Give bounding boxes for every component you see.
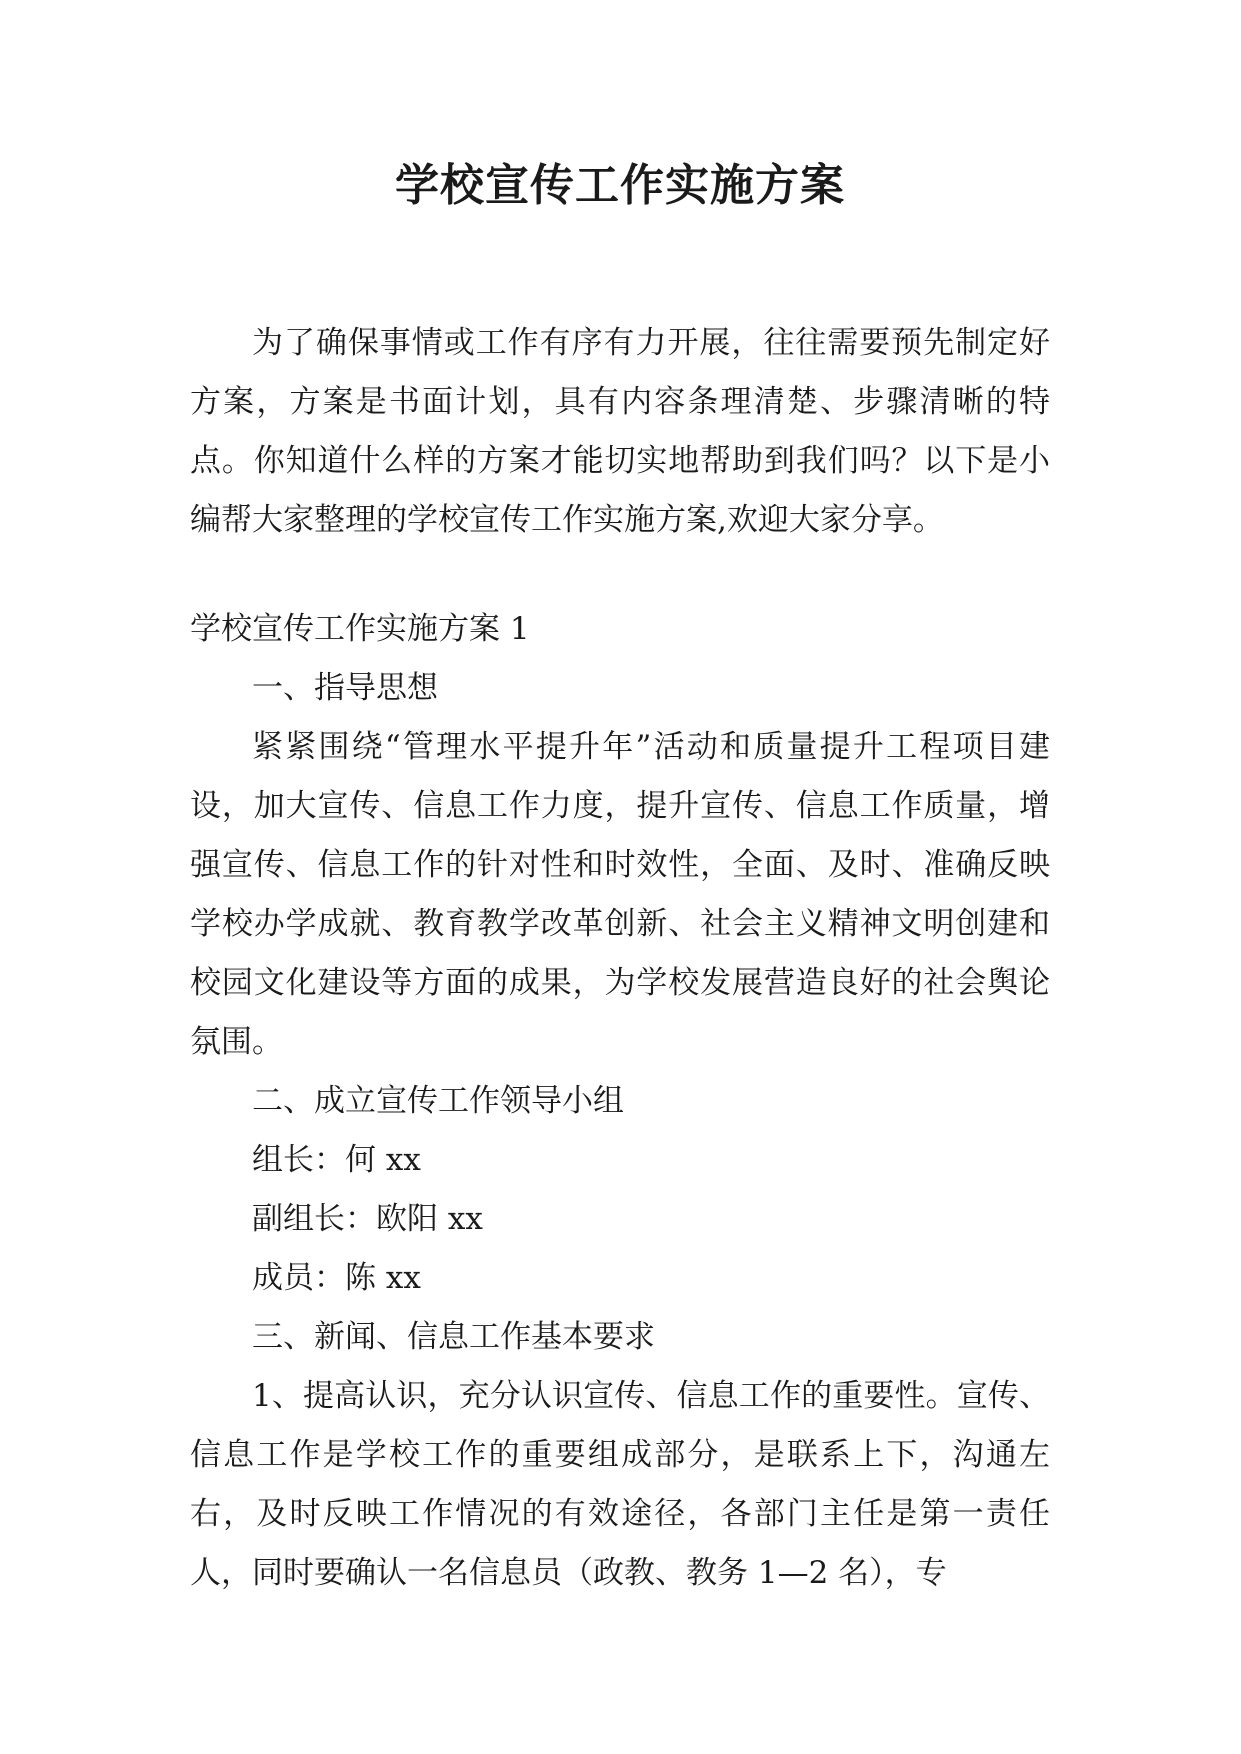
paragraph-requirement-1: 1、提高认识，充分认识宣传、信息工作的重要性。宣传、信息工作是学校工作的重要组成部分，是联系上下，沟通左右，及时反映工作情况的有效途径，各部门主任是第一责任人，同时要确认一名信息员（政教、教务 1—2 名），专	[190, 1378, 1050, 1591]
section-title: 学校宣传工作实施方案 1	[190, 611, 530, 647]
heading-leadership-group: 二、成立宣传工作领导小组	[252, 1083, 624, 1119]
paragraph-guiding-thought: 紧紧围绕“管理水平提升年”活动和质量提升工程项目建设，加大宣传、信息工作力度，提升宣传、信息工作质量，增强宣传、信息工作的针对性和时效性，全面、及时、准确反映学校办学成就、教育教学改革创新、社会主义精神文明创建和校园文化建设等方面的成果，为学校发展营造良好的社会舆论氛围。	[190, 729, 1050, 1060]
group-deputy-leader: 副组长：欧阳 xx	[252, 1201, 483, 1237]
intro-paragraph: 为了确保事情或工作有序有力开展，往往需要预先制定好方案，方案是书面计划，具有内容条理清楚、步骤清晰的特点。你知道什么样的方案才能切实地帮助到我们吗？以下是小编帮大家整理的学校宣传工作实施方案,欢迎大家分享。	[190, 325, 1050, 538]
document-title: 学校宣传工作实施方案	[395, 160, 845, 211]
group-leader: 组长：何 xx	[252, 1142, 421, 1178]
group-member: 成员：陈 xx	[252, 1260, 421, 1296]
document-body	[190, 150, 1050, 1603]
heading-basic-requirements: 三、新闻、信息工作基本要求	[252, 1319, 655, 1355]
heading-guiding-thought: 一、指导思想	[252, 670, 438, 706]
